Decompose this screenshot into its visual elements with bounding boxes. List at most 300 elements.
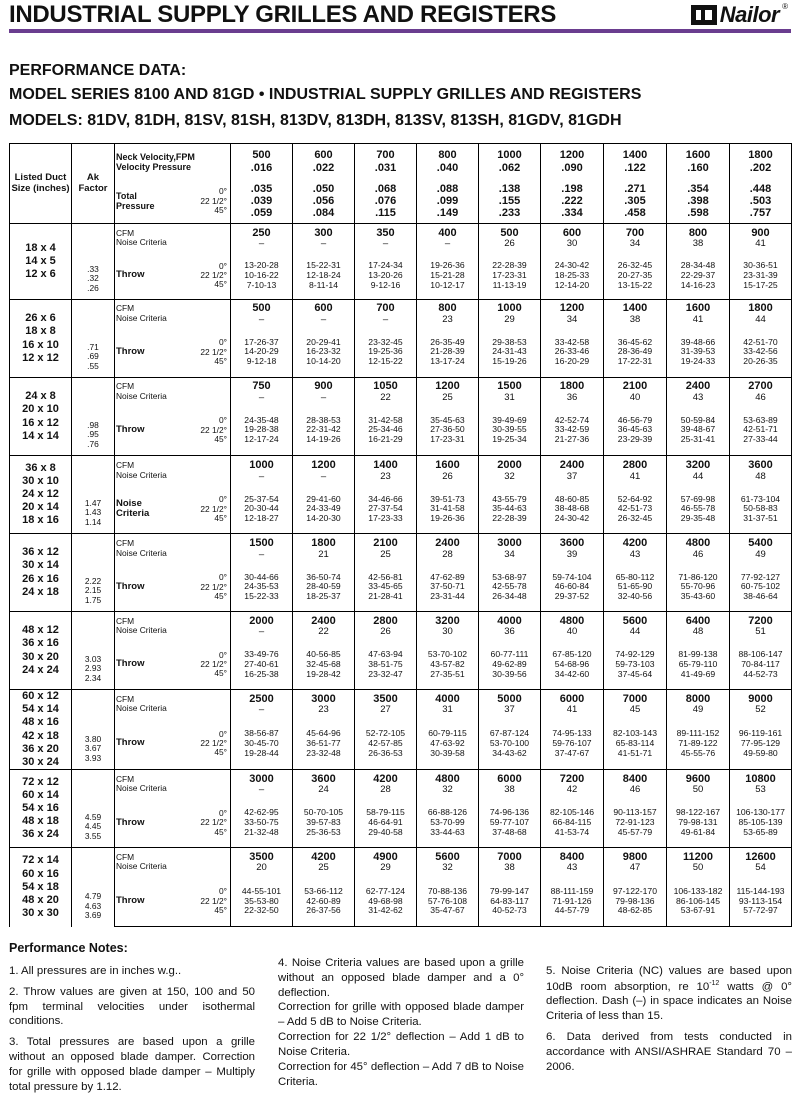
noise-criteria-value: 36 — [504, 626, 515, 638]
throw-value: 24-35-48 — [244, 414, 279, 425]
throw-value: 37-45-64 — [617, 668, 653, 679]
duct-size: 12 x 12 — [22, 351, 59, 364]
table-row — [10, 877, 792, 927]
cfm-nc-cell — [479, 848, 541, 877]
throw-value: 36-50-74 — [306, 571, 341, 582]
throw-values — [541, 877, 604, 927]
noise-criteria-value: 42 — [566, 784, 578, 796]
noise-criteria-value: – — [258, 391, 265, 403]
throw-values — [417, 253, 479, 300]
throw-value: 15-19-26 — [492, 356, 527, 367]
noise-criteria-value: 28 — [442, 548, 453, 560]
cfm-value: 4200 — [622, 537, 648, 550]
throw-values — [355, 328, 417, 378]
duct-sizes — [10, 456, 72, 534]
pressure-value: .198 — [561, 182, 583, 195]
cfm-value: 900 — [751, 226, 770, 239]
cfm-value: 1800 — [748, 302, 773, 315]
throw-value: 30-45-70 — [244, 737, 279, 748]
cfm-nc-cell — [730, 612, 792, 641]
noise-criteria-value: 50 — [692, 862, 704, 874]
noise-criteria-value: 47 — [629, 862, 641, 874]
cfm-value: 1500 — [497, 380, 522, 393]
cfm-value: 6400 — [685, 614, 711, 627]
ak-value: .69 — [87, 351, 99, 362]
throw-value: 77-95-129 — [740, 737, 781, 748]
throw-value: 71-86-120 — [678, 571, 718, 582]
throw-values — [541, 718, 604, 769]
row-label: CFM — [116, 381, 135, 392]
throw-value: 19-28-38 — [244, 424, 279, 435]
noise-criteria-value: – — [320, 470, 327, 482]
cfm-nc-cell — [417, 534, 479, 564]
noise-criteria-value: 38 — [629, 313, 641, 325]
throw-values — [231, 877, 293, 927]
throw-value: 37-47-67 — [554, 747, 590, 758]
brand-name: Nailor — [719, 2, 780, 27]
angle-label: 0° — [218, 415, 227, 426]
cfm-nc-cell — [417, 300, 479, 328]
velocity-value: 500 — [252, 149, 271, 162]
angle-label: 45° — [214, 433, 227, 444]
cfm-value: 1000 — [249, 459, 274, 472]
throw-value: 77-92-127 — [740, 571, 781, 582]
throw-values — [604, 486, 667, 534]
cfm-value: 9000 — [748, 692, 773, 705]
throw-value: 49-59-80 — [743, 747, 778, 758]
deflection-angles — [179, 180, 231, 224]
cfm-nc-cell — [730, 534, 792, 564]
throw-values — [479, 328, 541, 378]
noise-criteria-value: 41 — [755, 238, 766, 250]
angle-label: 45° — [214, 590, 227, 601]
neck-velocity-column — [479, 144, 541, 180]
note-2: 2. Throw values are given at 150, 100 and 50 fpm terminal velocities under isothermal conditions. — [9, 985, 255, 1028]
noise-criteria-value: 54 — [755, 862, 766, 874]
pressure-value: .039 — [250, 195, 273, 208]
throw-value: 10-16-22 — [244, 269, 279, 280]
angle-label: 0° — [218, 649, 227, 660]
throw-value: 97-122-170 — [613, 885, 657, 896]
cfm-nc-cell — [293, 534, 355, 564]
throw-values — [541, 564, 604, 612]
throw-value: 59-74-104 — [552, 571, 592, 582]
cfm-nc-cell — [231, 612, 293, 641]
cfm-nc-cell — [604, 848, 667, 877]
duct-size: 54 x 16 — [22, 802, 59, 815]
performance-notes — [9, 940, 792, 1093]
cfm-nc-cell — [355, 770, 417, 799]
throw-value: 52-64-92 — [617, 493, 653, 504]
throw-value: 22-31-42 — [306, 424, 341, 435]
noise-criteria-value: 21 — [318, 548, 329, 560]
throw-value: 55-70-96 — [680, 581, 716, 592]
noise-criteria-value: 29 — [504, 313, 515, 325]
cfm-value: 5000 — [497, 692, 522, 705]
throw-values — [479, 718, 541, 769]
cfm-value: 4200 — [311, 850, 336, 863]
throw-value: 82-105-146 — [550, 807, 594, 818]
throw-value: 27-37-54 — [368, 503, 403, 514]
throw-values — [667, 328, 730, 378]
angle-label: 22 1/2° — [200, 195, 227, 206]
velocity-pressure-label: Velocity Pressure — [116, 161, 192, 172]
velocity-value: 1400 — [622, 149, 648, 162]
throw-values — [293, 641, 355, 690]
cfm-nc-cell — [231, 378, 293, 406]
throw-values — [604, 328, 667, 378]
throw-value: 93-113-154 — [738, 895, 783, 906]
throw-value: 29-35-48 — [680, 513, 716, 524]
duct-size: 30 x 30 — [22, 907, 59, 920]
throw-value: 45-64-96 — [306, 728, 341, 739]
throw-value: 71-89-122 — [678, 737, 718, 748]
throw-value: 37-50-71 — [430, 581, 465, 592]
throw-value: 26-35-49 — [430, 336, 465, 347]
ak-factor — [72, 378, 115, 456]
cfm-nc-cell — [355, 690, 417, 719]
header-accent-bar — [9, 29, 791, 33]
throw-values — [541, 486, 604, 534]
cfm-nc-cell — [355, 378, 417, 406]
pressure-value: .503 — [749, 195, 772, 208]
cfm-nc-cell — [417, 612, 479, 641]
duct-sizes — [10, 848, 72, 927]
cfm-nc-label — [115, 770, 231, 799]
cfm-nc-label — [115, 534, 231, 564]
throw-value: 115-144-193 — [736, 885, 785, 896]
table-row — [10, 180, 792, 224]
noise-criteria-value: 32 — [504, 470, 515, 482]
throw-value: 23-32-48 — [306, 747, 341, 758]
angle-label: 22 1/2° — [200, 346, 227, 357]
row-label: Noise Criteria — [116, 625, 167, 636]
throw-value: 34-43-62 — [492, 747, 527, 758]
velocity-value: .122 — [624, 161, 646, 174]
row-label: CFM — [116, 773, 135, 784]
throw-values — [730, 877, 792, 927]
notes-title: Performance Notes: — [9, 941, 128, 955]
ak-value: 4.63 — [84, 900, 102, 911]
throw-value: 24-35-53 — [244, 581, 279, 592]
cfm-value: 1400 — [373, 459, 398, 472]
throw-value: 53-67-91 — [680, 905, 716, 916]
page-title: INDUSTRIAL SUPPLY GRILLES AND REGISTERS — [9, 1, 557, 28]
table-row — [10, 328, 792, 378]
noise-criteria-value: – — [258, 238, 265, 250]
ak-factor — [72, 456, 115, 534]
throw-value: 20-26-35 — [743, 356, 778, 367]
noise-criteria-value: 31 — [442, 703, 453, 715]
neck-velocity-column — [667, 144, 730, 180]
total-pressure-values — [541, 180, 604, 224]
noise-criteria-value: 34 — [504, 548, 515, 560]
velocity-value: .202 — [749, 161, 772, 174]
noise-criteria-value: 43 — [566, 862, 578, 874]
duct-size: 30 x 24 — [22, 755, 59, 768]
throw-value: 88-106-147 — [738, 649, 783, 660]
cfm-nc-cell — [541, 378, 604, 406]
throw-value: 17-23-31 — [492, 269, 527, 280]
throw-value: 19-26-36 — [430, 260, 465, 271]
cfm-nc-cell — [730, 456, 792, 486]
ak-value: 2.93 — [84, 663, 102, 674]
throw-value: 39-49-69 — [492, 414, 527, 425]
throw-values — [479, 877, 541, 927]
cfm-nc-cell — [604, 534, 667, 564]
throw-value: 43-55-79 — [492, 493, 527, 504]
pressure-value: .050 — [312, 182, 335, 195]
throw-values — [730, 486, 792, 534]
table-row — [10, 770, 792, 799]
throw-label: Throw — [115, 253, 179, 300]
throw-value: 11-13-19 — [492, 279, 527, 290]
throw-value: 81-99-138 — [678, 649, 718, 660]
row-label: CFM — [116, 851, 135, 862]
throw-value: 53-65-89 — [743, 826, 778, 837]
cfm-nc-cell — [293, 224, 355, 253]
pressure-value: .068 — [374, 182, 397, 195]
cfm-value: 4000 — [435, 692, 460, 705]
throw-value: 65-80-112 — [615, 571, 655, 582]
throw-value: 42-52-74 — [554, 414, 590, 425]
throw-values — [604, 253, 667, 300]
noise-criteria-value: 50 — [692, 784, 704, 796]
duct-size: 48 x 12 — [22, 624, 59, 637]
deflection-angles — [179, 406, 231, 456]
throw-value: 22-29-37 — [680, 269, 716, 280]
throw-value: 19-26-36 — [430, 513, 465, 524]
angle-label: 22 1/2° — [200, 895, 227, 906]
throw-value: 35-44-63 — [492, 503, 527, 514]
cfm-nc-cell — [417, 848, 479, 877]
throw-value: 44-55-101 — [241, 885, 282, 896]
cfm-nc-label — [115, 378, 231, 406]
duct-size: 48 x 16 — [22, 716, 59, 729]
ak-value: .71 — [87, 341, 99, 352]
neck-velocity-column — [231, 144, 293, 180]
note-4-correction-damper: Correction for grille with opposed blade damper – Add 5 dB to Noise Criteria. — [278, 1001, 524, 1029]
throw-value: 22-28-39 — [492, 513, 527, 524]
cfm-value: 3200 — [435, 614, 460, 627]
throw-value: 16-23-32 — [306, 346, 341, 357]
duct-size: 18 x 8 — [25, 325, 56, 338]
throw-value: 53-70-102 — [427, 649, 468, 660]
throw-value: 13-15-22 — [617, 279, 653, 290]
cfm-value: 3000 — [311, 692, 336, 705]
cfm-value: 3200 — [685, 459, 711, 472]
angle-label: 0° — [218, 807, 227, 818]
throw-values — [479, 799, 541, 848]
duct-size: 36 x 24 — [22, 828, 59, 841]
throw-values — [730, 641, 792, 690]
throw-value: 60-79-115 — [428, 728, 467, 739]
throw-value: 8-11-14 — [309, 279, 338, 290]
throw-value: 29-38-53 — [492, 336, 527, 347]
pressure-value: .035 — [250, 182, 273, 195]
deflection-angles — [179, 799, 231, 848]
velocity-value: .022 — [312, 161, 335, 174]
duct-size: 54 x 14 — [22, 703, 59, 716]
throw-value: 24-30-42 — [554, 513, 590, 524]
duct-sizes — [10, 224, 72, 300]
noise-criteria-value: 34 — [629, 238, 641, 250]
throw-value: 66-84-115 — [552, 817, 592, 828]
throw-value: 79-98-136 — [615, 895, 655, 906]
throw-value: 23-32-45 — [368, 336, 403, 347]
ak-value: 1.43 — [84, 507, 102, 518]
table-row — [10, 690, 792, 719]
throw-value: 65-79-110 — [678, 658, 718, 669]
cfm-nc-cell — [667, 300, 730, 328]
cfm-nc-cell — [541, 848, 604, 877]
duct-size: 16 x 12 — [22, 416, 59, 429]
cfm-value: 2400 — [311, 614, 336, 627]
throw-value: 74-92-129 — [615, 649, 655, 660]
note-1: 1. All pressures are in inches w.g.. — [9, 965, 182, 977]
ak-value: .76 — [87, 438, 99, 449]
throw-value: 42-51-73 — [617, 503, 653, 514]
noise-criteria-value: 26 — [442, 470, 453, 482]
angle-label: 0° — [218, 572, 227, 583]
angle-label: 45° — [214, 668, 227, 679]
cfm-nc-cell — [604, 300, 667, 328]
throw-values — [417, 328, 479, 378]
throw-values — [417, 718, 479, 769]
note-5-exponent: -12 — [709, 979, 720, 987]
throw-values — [604, 641, 667, 690]
cfm-nc-cell — [541, 690, 604, 719]
throw-value: 37-48-68 — [492, 826, 527, 837]
noise-criteria-value: 48 — [755, 470, 766, 482]
throw-value: 12-17-24 — [244, 434, 279, 445]
throw-label: Throw — [115, 328, 179, 378]
throw-values — [355, 718, 417, 769]
ak-value: 1.47 — [84, 497, 102, 508]
throw-values — [417, 406, 479, 456]
table-row — [10, 718, 792, 769]
throw-values — [667, 486, 730, 534]
total-pressure-values — [417, 180, 479, 224]
nailor-logo-icon — [691, 5, 717, 25]
noise-criteria-value: 44 — [755, 313, 766, 325]
note-5-text-end: watts @ 0° deflection. Dash (–) in space indicates an Noise Criteria of less than 15. — [546, 980, 792, 1023]
throw-values — [355, 877, 417, 927]
cfm-nc-label — [115, 848, 231, 877]
table-row — [10, 378, 792, 406]
cfm-nc-cell — [730, 690, 792, 719]
cfm-value: 11200 — [683, 850, 713, 863]
throw-value: 23-31-39 — [743, 269, 778, 280]
cfm-value: 2100 — [622, 380, 648, 393]
cfm-value: 2500 — [249, 692, 274, 705]
throw-value: 27-33-44 — [743, 434, 778, 445]
throw-values — [604, 564, 667, 612]
duct-sizes — [10, 378, 72, 456]
velocity-value: .160 — [687, 161, 709, 174]
noise-criteria-label: Noise Criteria — [115, 486, 179, 534]
total-pressure-values — [231, 180, 293, 224]
cfm-value: 7000 — [622, 692, 648, 705]
throw-value: 66-88-126 — [427, 807, 468, 818]
table-row — [10, 456, 792, 486]
throw-values — [541, 253, 604, 300]
throw-value: 27-40-61 — [244, 658, 279, 669]
noise-criteria-value: 41 — [566, 703, 578, 715]
noise-criteria-value: 39 — [566, 548, 578, 560]
cfm-nc-cell — [541, 456, 604, 486]
pressure-value: .059 — [250, 207, 273, 220]
throw-value: 64-83-117 — [490, 895, 529, 906]
cfm-value: 4200 — [373, 772, 398, 785]
throw-value: 88-111-159 — [550, 885, 594, 896]
angle-label: 22 1/2° — [200, 581, 227, 592]
cfm-nc-cell — [667, 848, 730, 877]
throw-value: 34-46-66 — [368, 493, 403, 504]
table-row — [10, 534, 792, 564]
throw-values — [231, 641, 293, 690]
throw-value: 54-68-96 — [554, 658, 590, 669]
throw-value: 24-33-49 — [306, 503, 341, 514]
pressure-value: .138 — [498, 182, 521, 195]
noise-criteria-value: 22 — [318, 626, 329, 638]
noise-criteria-value: – — [444, 238, 451, 250]
duct-size: 72 x 14 — [22, 854, 59, 867]
row-label: CFM — [116, 303, 135, 314]
throw-value: 59-73-103 — [615, 658, 655, 669]
noise-criteria-value: 53 — [755, 784, 766, 796]
throw-value: 20-27-35 — [617, 269, 653, 280]
throw-value: 28-34-48 — [680, 260, 716, 271]
duct-sizes — [10, 300, 72, 378]
pressure-value: .056 — [312, 195, 335, 208]
cfm-value: 800 — [688, 226, 708, 239]
throw-values — [293, 406, 355, 456]
noise-criteria-value: 26 — [380, 626, 391, 638]
cfm-value: 400 — [438, 226, 457, 239]
cfm-nc-cell — [604, 612, 667, 641]
cfm-nc-cell — [417, 224, 479, 253]
cfm-nc-cell — [730, 378, 792, 406]
cfm-nc-label — [115, 224, 231, 253]
throw-value: 89-111-152 — [676, 728, 720, 739]
table-row — [10, 612, 792, 641]
noise-criteria-value: 32 — [442, 862, 453, 874]
throw-value: 42-62-95 — [244, 807, 279, 818]
throw-value: 33-42-56 — [743, 346, 778, 357]
performance-data-heading: PERFORMANCE DATA: — [9, 62, 187, 79]
throw-values — [604, 406, 667, 456]
cfm-nc-cell — [479, 770, 541, 799]
throw-value: 42-60-89 — [306, 895, 341, 906]
throw-value: 47-62-89 — [430, 571, 465, 582]
pressure-value: .334 — [561, 207, 583, 220]
angle-label: 0° — [218, 260, 227, 271]
throw-value: 62-77-124 — [365, 885, 406, 896]
total-pressure-values — [293, 180, 355, 224]
total-pressure-values — [479, 180, 541, 224]
brand-logo — [691, 2, 788, 28]
angle-label: 22 1/2° — [200, 737, 227, 748]
cfm-value: 8000 — [685, 692, 711, 705]
cfm-nc-cell — [231, 770, 293, 799]
throw-label: Throw — [115, 406, 179, 456]
ak-value: 1.75 — [84, 594, 102, 605]
angle-label: 45° — [214, 512, 227, 523]
throw-value: 12-14-20 — [554, 279, 590, 290]
throw-value: 53-63-89 — [743, 414, 778, 425]
angle-label: 0° — [218, 186, 227, 197]
